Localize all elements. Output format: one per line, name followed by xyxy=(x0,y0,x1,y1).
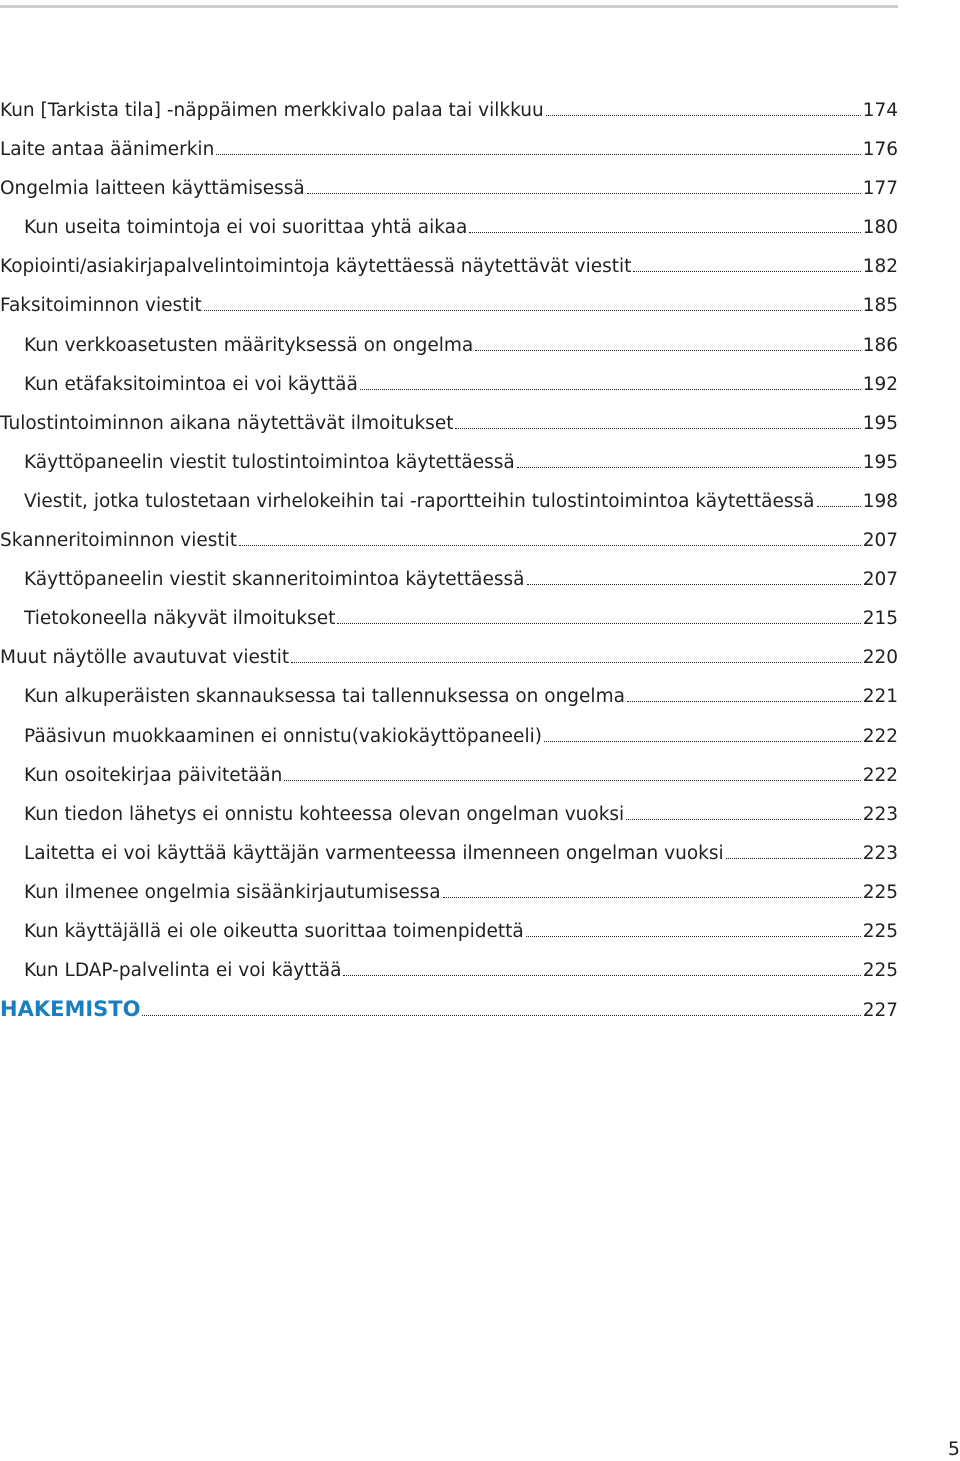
toc-entry[interactable] xyxy=(0,677,898,716)
toc-entry-page: 225 xyxy=(862,920,898,942)
toc-dot-leader xyxy=(527,584,861,585)
toc-dot-leader xyxy=(726,858,861,859)
toc-dot-leader xyxy=(546,115,861,116)
toc-entry[interactable] xyxy=(0,834,898,873)
toc-entry-page: 225 xyxy=(862,960,898,982)
toc-dot-leader xyxy=(627,701,861,702)
toc-dot-leader xyxy=(216,154,860,155)
toc-entry-page: 180 xyxy=(862,217,898,239)
toc-dot-leader xyxy=(204,310,861,311)
toc-entry[interactable] xyxy=(0,638,898,677)
toc-entry-title: Kun [Tarkista tila] -näppäimen merkkivalo palaa tai vilkkuu xyxy=(0,100,544,121)
toc-entry-page: 177 xyxy=(862,178,898,200)
toc-entry[interactable] xyxy=(0,482,898,521)
toc-entry[interactable] xyxy=(0,326,898,365)
toc-entry[interactable] xyxy=(0,599,898,638)
toc-entry-page: 223 xyxy=(862,842,898,864)
toc-dot-leader xyxy=(526,936,861,937)
toc-dot-leader xyxy=(633,271,860,272)
toc-entry[interactable] xyxy=(0,873,898,912)
toc-entry-title: Skanneritoiminnon viestit xyxy=(0,530,238,552)
toc-dot-leader xyxy=(817,506,861,507)
toc-entry-page: 195 xyxy=(862,412,898,434)
toc-entry[interactable] xyxy=(0,795,898,834)
toc-entry[interactable] xyxy=(0,91,898,130)
toc-entry[interactable] xyxy=(0,717,898,756)
toc-entry-page: 227 xyxy=(862,1000,898,1022)
toc-entry-title: HAKEMISTO xyxy=(0,997,141,1022)
toc-dot-leader xyxy=(443,897,861,898)
toc-entry-title: Kun käyttäjällä ei ole oikeutta suorittaa toimenpidettä xyxy=(24,920,524,942)
toc-entry-title: Kun ilmenee ongelmia sisäänkirjautumisessa xyxy=(24,881,441,903)
toc-entry[interactable] xyxy=(0,130,898,169)
toc-entry-page: 207 xyxy=(862,569,898,591)
toc-entry-title: Viestit, jotka tulostetaan virhelokeihin tai -raportteihin tulostintoimintoa käytettäessä xyxy=(24,490,815,512)
top-rule xyxy=(0,5,898,8)
toc-entry-page: 222 xyxy=(862,725,898,747)
toc-entry-index[interactable] xyxy=(0,990,898,1029)
page-number: 5 xyxy=(947,1438,960,1460)
toc-entry[interactable] xyxy=(0,443,898,482)
toc-dot-leader xyxy=(455,428,860,429)
toc-entry-page: 174 xyxy=(862,100,898,121)
toc-dot-leader xyxy=(284,780,860,781)
toc-entry[interactable] xyxy=(0,365,898,404)
toc-entry[interactable] xyxy=(0,286,898,325)
toc-entry[interactable] xyxy=(0,560,898,599)
toc-entry[interactable] xyxy=(0,912,898,951)
toc-entry-page: 223 xyxy=(862,803,898,825)
toc-entry-title: Käyttöpaneelin viestit skanneritoimintoa käytettäessä xyxy=(24,569,525,591)
toc-entry-page: 222 xyxy=(862,764,898,786)
toc-entry-title: Muut näytölle avautuvat viestit xyxy=(0,647,290,669)
toc-entry-page: 182 xyxy=(862,256,898,278)
toc-entry-page: 215 xyxy=(862,608,898,630)
toc-entry[interactable] xyxy=(0,169,898,208)
toc-entry-title: Kun LDAP-palvelinta ei voi käyttää xyxy=(24,960,342,982)
toc-entry-page: 225 xyxy=(862,881,898,903)
toc-dot-leader xyxy=(544,741,861,742)
toc-entry-title: Kun tiedon lähetys ei onnistu kohteessa olevan ongelman vuoksi xyxy=(24,803,625,825)
table-of-contents xyxy=(0,91,898,1029)
toc-entry-page: 192 xyxy=(862,373,898,395)
toc-entry[interactable] xyxy=(0,247,898,286)
toc-entry-title: Kun verkkoasetusten määrityksessä on ongelma xyxy=(24,334,474,356)
toc-entry-page: 195 xyxy=(862,451,898,473)
toc-entry-title: Käyttöpaneelin viestit tulostintoimintoa käytettäessä xyxy=(24,451,515,473)
toc-entry-page: 198 xyxy=(862,490,898,512)
toc-entry-page: 176 xyxy=(862,139,898,161)
toc-entry-title: Faksitoiminnon viestit xyxy=(0,295,202,317)
toc-entry-title: Tulostintoiminnon aikana näytettävät ilmoitukset xyxy=(0,412,454,434)
toc-dot-leader xyxy=(475,350,860,351)
toc-dot-leader xyxy=(626,819,860,820)
toc-entry-title: Kopiointi/asiakirjapalvelintoimintoja käytettäessä näytettävät viestit xyxy=(0,256,632,278)
toc-dot-leader xyxy=(291,662,861,663)
toc-dot-leader xyxy=(517,467,861,468)
toc-entry-page: 185 xyxy=(862,295,898,317)
toc-dot-leader xyxy=(343,975,860,976)
toc-dot-leader xyxy=(469,232,860,233)
toc-entry-title: Kun useita toimintoja ei voi suorittaa yhtä aikaa xyxy=(24,217,468,239)
toc-entry-title: Laite antaa äänimerkin xyxy=(0,139,215,161)
toc-entry[interactable] xyxy=(0,208,898,247)
toc-entry-title: Kun osoitekirjaa päivitetään xyxy=(24,764,283,786)
toc-entry[interactable] xyxy=(0,756,898,795)
toc-entry[interactable] xyxy=(0,404,898,443)
toc-dot-leader xyxy=(337,623,860,624)
toc-dot-leader xyxy=(307,193,861,194)
toc-entry-title: Ongelmia laitteen käyttämisessä xyxy=(0,178,305,200)
toc-entry-title: Pääsivun muokkaaminen ei onnistu(vakiokäyttöpaneeli) xyxy=(24,725,542,747)
toc-entry-title: Kun alkuperäisten skannauksessa tai tallennuksessa on ongelma xyxy=(24,686,625,708)
toc-entry-title: Laitetta ei voi käyttää käyttäjän varmenteessa ilmenneen ongelman vuoksi xyxy=(24,842,724,864)
toc-entry-page: 207 xyxy=(862,530,898,552)
toc-entry[interactable] xyxy=(0,951,898,990)
toc-entry[interactable] xyxy=(0,521,898,560)
toc-entry-page: 186 xyxy=(862,334,898,356)
toc-dot-leader xyxy=(142,1015,860,1016)
toc-dot-leader xyxy=(239,545,861,546)
toc-entry-title: Tietokoneella näkyvät ilmoitukset xyxy=(24,608,336,630)
toc-entry-page: 221 xyxy=(862,686,898,708)
toc-entry-page: 220 xyxy=(862,647,898,669)
toc-entry-title: Kun etäfaksitoimintoa ei voi käyttää xyxy=(24,373,358,395)
toc-dot-leader xyxy=(360,389,861,390)
